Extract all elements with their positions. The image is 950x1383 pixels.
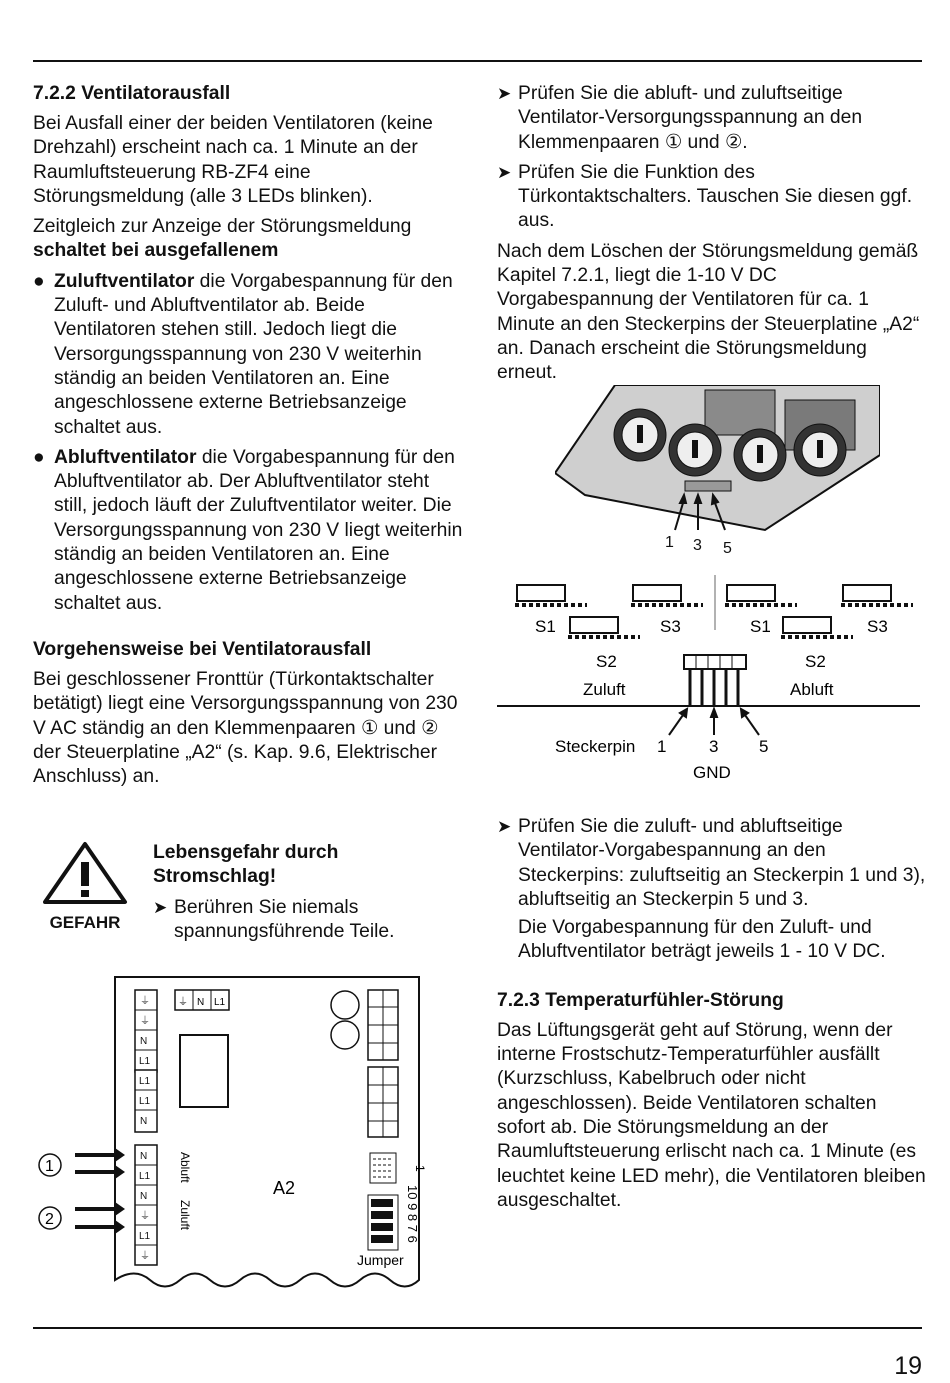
arrow-icon: ➤ — [497, 84, 512, 103]
terminal-block-fans — [135, 1145, 157, 1265]
zuluft-label: Zuluft — [583, 680, 626, 699]
paragraph: Bei geschlossener Fronttür (Türkontaktschalter betätigt) liegt eine Versorgungsspannung von 230 V AC ständig an den Klemmenpaaren ① und ② der Steuerplatine „A2“ (s. Kap. 9.6, Elektrischer Anschluss) an. — [33, 668, 458, 788]
list-item: ➤ Prüfen Sie die abluft- und zuluftseitige Ventilator-Versorgungsspannung an den Klemmenpaaren ① und ②. — [497, 83, 863, 153]
jumper-label: Jumper — [357, 1252, 404, 1268]
terminal-block-supply — [175, 990, 229, 1010]
list-item: ➤ Prüfen Sie die zuluft- und abluftseitige Ventilator-Vorgabespannung an den Steckerpins: zuluftseitig an Steckerpin 1 und 3), abluftseitig an Steckerpin 5 und 3. — [497, 816, 926, 910]
circuit-board-diagram — [35, 975, 435, 1295]
svg-text:1: 1 — [45, 1158, 54, 1175]
list-item: ● Zuluftventilator die Vorgabespannung für den Zuluft- und Abluftventilator ab. Beide Ventilatoren stehen still. Jedoch liegt die Versorgungsspannung von 230 V weiterhin ständig an beiden Ventilatoren an. Eine angeschlossene externe Betriebsanzeige schaltet aus. — [33, 270, 453, 438]
terminal-block-sensor — [368, 1067, 398, 1137]
bullet-icon: ● — [33, 446, 45, 468]
terminal-label: L1 — [139, 1096, 151, 1107]
board-label: A2 — [273, 1178, 296, 1198]
capacitor — [331, 1021, 359, 1049]
gnd-label: GND — [693, 763, 731, 782]
pin-label: 5 — [759, 737, 769, 756]
bullet-icon: ● — [33, 270, 45, 292]
abluft-label: Abluft — [790, 680, 834, 699]
paragraph: Zeitgleich zur Anzeige der Störungsmeldung schaltet bei ausgefallenem — [33, 216, 412, 262]
terminal-label: ⏚ — [178, 997, 188, 1008]
right-column-top — [497, 82, 927, 392]
left-column — [33, 82, 463, 795]
s1-label: S1 — [750, 617, 771, 636]
s2-label: S2 — [596, 652, 617, 671]
pin-label: 1 — [657, 737, 667, 756]
arrow-icon: ➤ — [497, 162, 512, 182]
arrow-icon: ➤ — [153, 897, 168, 917]
section-heading-7-2-3: 7.2.3 Temperaturfühler-Störung — [497, 989, 784, 1011]
pin-label: 1 — [665, 534, 674, 551]
zuluft-label: Zuluft — [178, 1200, 192, 1231]
capacitor — [331, 991, 359, 1019]
s2-label: S2 — [805, 652, 826, 671]
pin-label: 5 — [723, 540, 732, 557]
warning-triangle-icon — [40, 840, 130, 906]
steckerpin-label: Steckerpin — [555, 737, 636, 756]
terminal-label: ⏚ — [140, 1251, 150, 1262]
warning-block — [40, 840, 130, 933]
right-column-bottom — [497, 815, 927, 1219]
warning-item: ➤ Berühren Sie niemals spannungsführende Teile. — [153, 896, 395, 942]
terminal-label: ⏚ — [140, 1211, 150, 1222]
terminal-label: L1 — [139, 1076, 151, 1087]
top-rule — [33, 60, 922, 62]
pin-header — [370, 1153, 396, 1183]
terminal-label: L1 — [139, 1171, 151, 1182]
arrow-icon: ➤ — [497, 817, 512, 836]
potentiometer-board-illustration — [555, 385, 880, 560]
pin-header — [684, 655, 746, 705]
list-item: ➤ Prüfen Sie die Funktion des Türkontaktschalters. Tauschen Sie diesen ggf. aus. — [497, 161, 913, 232]
terminal-label: N — [140, 1036, 148, 1047]
svg-text:2: 2 — [45, 1211, 54, 1228]
terminal-label: L1 — [139, 1231, 151, 1242]
terminal-label: L1 — [139, 1056, 151, 1067]
terminal-label: ⏚ — [140, 996, 150, 1007]
terminal-label: N — [140, 1191, 148, 1202]
paragraph: Das Lüftungsgerät geht auf Störung, wenn der interne Frostschutz-Temperaturfühler ausfällt (Kurzschluss, Kabelbruch oder nicht angeschlossen). Beide Ventilatoren schalten sofort ab. Die Störungsmeldung an der Raumluftsteuerung erlischt nach ca. 1 Minute (es leuchtet keine LED mehr), die Ventilatoren bleiben ausgeschaltet. — [497, 1019, 926, 1211]
pin-label: 3 — [693, 537, 702, 554]
abluft-label: Abluft — [178, 1152, 192, 1183]
jumper-block — [368, 1195, 398, 1250]
paragraph: Nach dem Löschen der Störungsmeldung gemäß Kapitel 7.2.1, liegt die 1-10 V DC Vorgabespannung der Ventilatoren für ca. 1 Minute an den Steckerpins der Steuerplatine „A2“ an. Danach erscheint die Störungsmeldung erneut. — [497, 240, 920, 384]
s1-label: S1 — [535, 617, 556, 636]
s3-label: S3 — [660, 617, 681, 636]
warning-label: GEFAHR — [49, 913, 121, 932]
pin-number-label: 1 — [413, 1165, 427, 1172]
subheading: Vorgehensweise bei Ventilatorausfall — [33, 638, 372, 660]
warning-title: Lebensgefahr durch Stromschlag! — [153, 842, 339, 888]
pin-label: 3 — [709, 737, 719, 756]
s3-label: S3 — [867, 617, 888, 636]
list-item: ● Abluftventilator die Vorgabespannung für den Abluftventilator ab. Der Abluftventilator steht still, jedoch läuft der Zuluftventilator weiter. Die Versorgungsspannung von 230 V liegt weiterhin ständig an beiden Ventilatoren an. Eine angeschlossene externe Betriebsanzeige schaltet aus. — [33, 446, 463, 614]
terminal-label: L1 — [214, 997, 226, 1008]
terminal-label: ⏚ — [140, 1016, 150, 1027]
terminal-label: N — [197, 997, 205, 1008]
terminal-label: N — [140, 1116, 148, 1127]
relay-component — [180, 1035, 228, 1107]
bottom-rule — [33, 1327, 922, 1329]
marker-1 — [39, 1148, 125, 1179]
pin-diagram — [495, 575, 925, 790]
pin-number-label: 10 9 8 7 6 — [405, 1185, 420, 1243]
terminal-label: N — [140, 1151, 148, 1162]
paragraph: Bei Ausfall einer der beiden Ventilatoren (keine Drehzahl) erscheint nach ca. 1 Minute an der Raumluftsteuerung RB-ZF4 eine Störungsmeldung (alle 3 LEDs blinken). — [33, 113, 433, 207]
section-heading-7-2-2: 7.2.2 Ventilatorausfall — [33, 83, 231, 104]
marker-2 — [39, 1202, 125, 1234]
warning-text — [153, 841, 453, 950]
terminal-block-led — [368, 990, 398, 1060]
page-number: 19 — [894, 1352, 922, 1380]
paragraph: Die Vorgabespannung für den Zuluft- und Abluftventilator beträgt jeweils 1 - 10 V DC. — [518, 917, 886, 963]
